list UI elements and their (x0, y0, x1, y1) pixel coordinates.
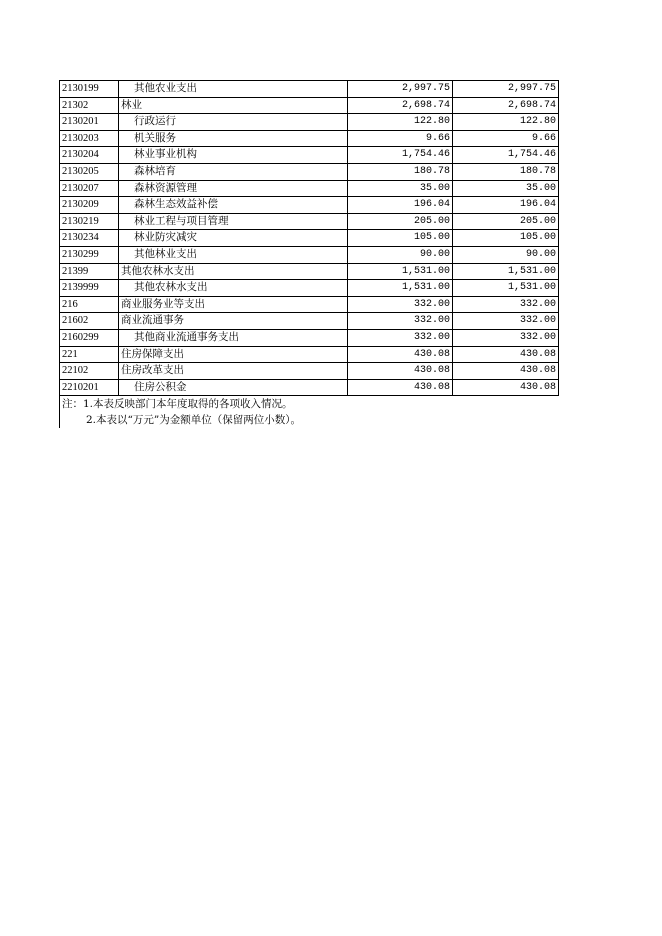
amount-cell: 430.08 (453, 346, 559, 363)
subject-name: 其他农林水支出 (119, 263, 348, 280)
note-line: 注：1.本表反映部门本年度取得的各项收入情况。 (62, 398, 293, 411)
amount-cell: 1,531.00 (348, 280, 453, 297)
subject-name: 森林培育 (119, 163, 348, 180)
subject-code: 2130204 (60, 147, 119, 164)
amount-cell: 332.00 (348, 296, 453, 313)
amount-cell: 1,531.00 (453, 280, 559, 297)
table-row (60, 346, 559, 363)
amount-cell: 430.08 (453, 363, 559, 380)
subject-name: 其他农林水支出 (119, 280, 348, 297)
table-row (60, 246, 559, 263)
budget-sheet (59, 80, 558, 428)
subject-name: 其他农业支出 (119, 81, 348, 98)
subject-code: 2130209 (60, 197, 119, 214)
amount-cell: 332.00 (348, 313, 453, 330)
subject-name: 林业工程与项目管理 (119, 213, 348, 230)
table-row (60, 213, 559, 230)
amount-cell: 332.00 (453, 296, 559, 313)
amount-cell: 430.08 (348, 363, 453, 380)
table-row (60, 230, 559, 247)
table-row (60, 114, 559, 131)
amount-cell: 9.66 (453, 130, 559, 147)
subject-code: 2210201 (60, 379, 119, 396)
table-row (60, 263, 559, 280)
table-row (60, 280, 559, 297)
amount-cell: 1,531.00 (453, 263, 559, 280)
subject-code: 216 (60, 296, 119, 313)
table-row (60, 163, 559, 180)
subject-name: 其他林业支出 (119, 246, 348, 263)
table-row (60, 379, 559, 396)
table-row (60, 363, 559, 380)
subject-name: 其他商业流通事务支出 (119, 329, 348, 346)
subject-name: 森林资源管理 (119, 180, 348, 197)
amount-cell: 430.08 (348, 379, 453, 396)
subject-name: 行政运行 (119, 114, 348, 131)
amount-cell: 430.08 (348, 346, 453, 363)
subject-code: 2130299 (60, 246, 119, 263)
table-row (60, 197, 559, 214)
amount-cell: 180.78 (453, 163, 559, 180)
subject-code: 2130203 (60, 130, 119, 147)
table-row (60, 313, 559, 330)
table-row (60, 329, 559, 346)
amount-cell: 35.00 (453, 180, 559, 197)
table-row (60, 180, 559, 197)
expenditure-table (59, 80, 559, 396)
subject-code: 2130205 (60, 163, 119, 180)
subject-name: 林业 (119, 97, 348, 114)
amount-cell: 1,754.46 (348, 147, 453, 164)
subject-name: 森林生态效益补偿 (119, 197, 348, 214)
amount-cell: 205.00 (453, 213, 559, 230)
table-row (60, 147, 559, 164)
amount-cell: 332.00 (453, 313, 559, 330)
note-line: 2.本表以“万元”为金额单位（保留两位小数）。 (86, 414, 302, 427)
amount-cell: 35.00 (348, 180, 453, 197)
amount-cell: 180.78 (348, 163, 453, 180)
amount-cell: 332.00 (453, 329, 559, 346)
amount-cell: 2,997.75 (348, 81, 453, 98)
subject-name: 林业防灾减灾 (119, 230, 348, 247)
subject-code: 21602 (60, 313, 119, 330)
subject-name: 商业服务业等支出 (119, 296, 348, 313)
amount-cell: 9.66 (348, 130, 453, 147)
subject-code: 221 (60, 346, 119, 363)
table-row (60, 81, 559, 98)
subject-code: 2130207 (60, 180, 119, 197)
amount-cell: 205.00 (348, 213, 453, 230)
amount-cell: 1,754.46 (453, 147, 559, 164)
amount-cell: 430.08 (453, 379, 559, 396)
amount-cell: 2,698.74 (453, 97, 559, 114)
table-row (60, 296, 559, 313)
table-notes (59, 396, 558, 428)
subject-code: 2130199 (60, 81, 119, 98)
amount-cell: 122.80 (348, 114, 453, 131)
subject-code: 2130201 (60, 114, 119, 131)
subject-name: 商业流通事务 (119, 313, 348, 330)
subject-name: 林业事业机构 (119, 147, 348, 164)
subject-name: 住房公积金 (119, 379, 348, 396)
subject-code: 2130234 (60, 230, 119, 247)
subject-code: 21302 (60, 97, 119, 114)
subject-code: 2139999 (60, 280, 119, 297)
amount-cell: 196.04 (348, 197, 453, 214)
amount-cell: 2,997.75 (453, 81, 559, 98)
subject-name: 机关服务 (119, 130, 348, 147)
table-row (60, 97, 559, 114)
amount-cell: 105.00 (348, 230, 453, 247)
amount-cell: 90.00 (348, 246, 453, 263)
subject-code: 2130219 (60, 213, 119, 230)
amount-cell: 122.80 (453, 114, 559, 131)
table-row (60, 130, 559, 147)
subject-code: 21399 (60, 263, 119, 280)
subject-name: 住房保障支出 (119, 346, 348, 363)
subject-code: 2160299 (60, 329, 119, 346)
subject-name: 住房改革支出 (119, 363, 348, 380)
table-body (60, 81, 559, 396)
amount-cell: 105.00 (453, 230, 559, 247)
amount-cell: 1,531.00 (348, 263, 453, 280)
amount-cell: 196.04 (453, 197, 559, 214)
subject-code: 22102 (60, 363, 119, 380)
amount-cell: 90.00 (453, 246, 559, 263)
amount-cell: 332.00 (348, 329, 453, 346)
amount-cell: 2,698.74 (348, 97, 453, 114)
